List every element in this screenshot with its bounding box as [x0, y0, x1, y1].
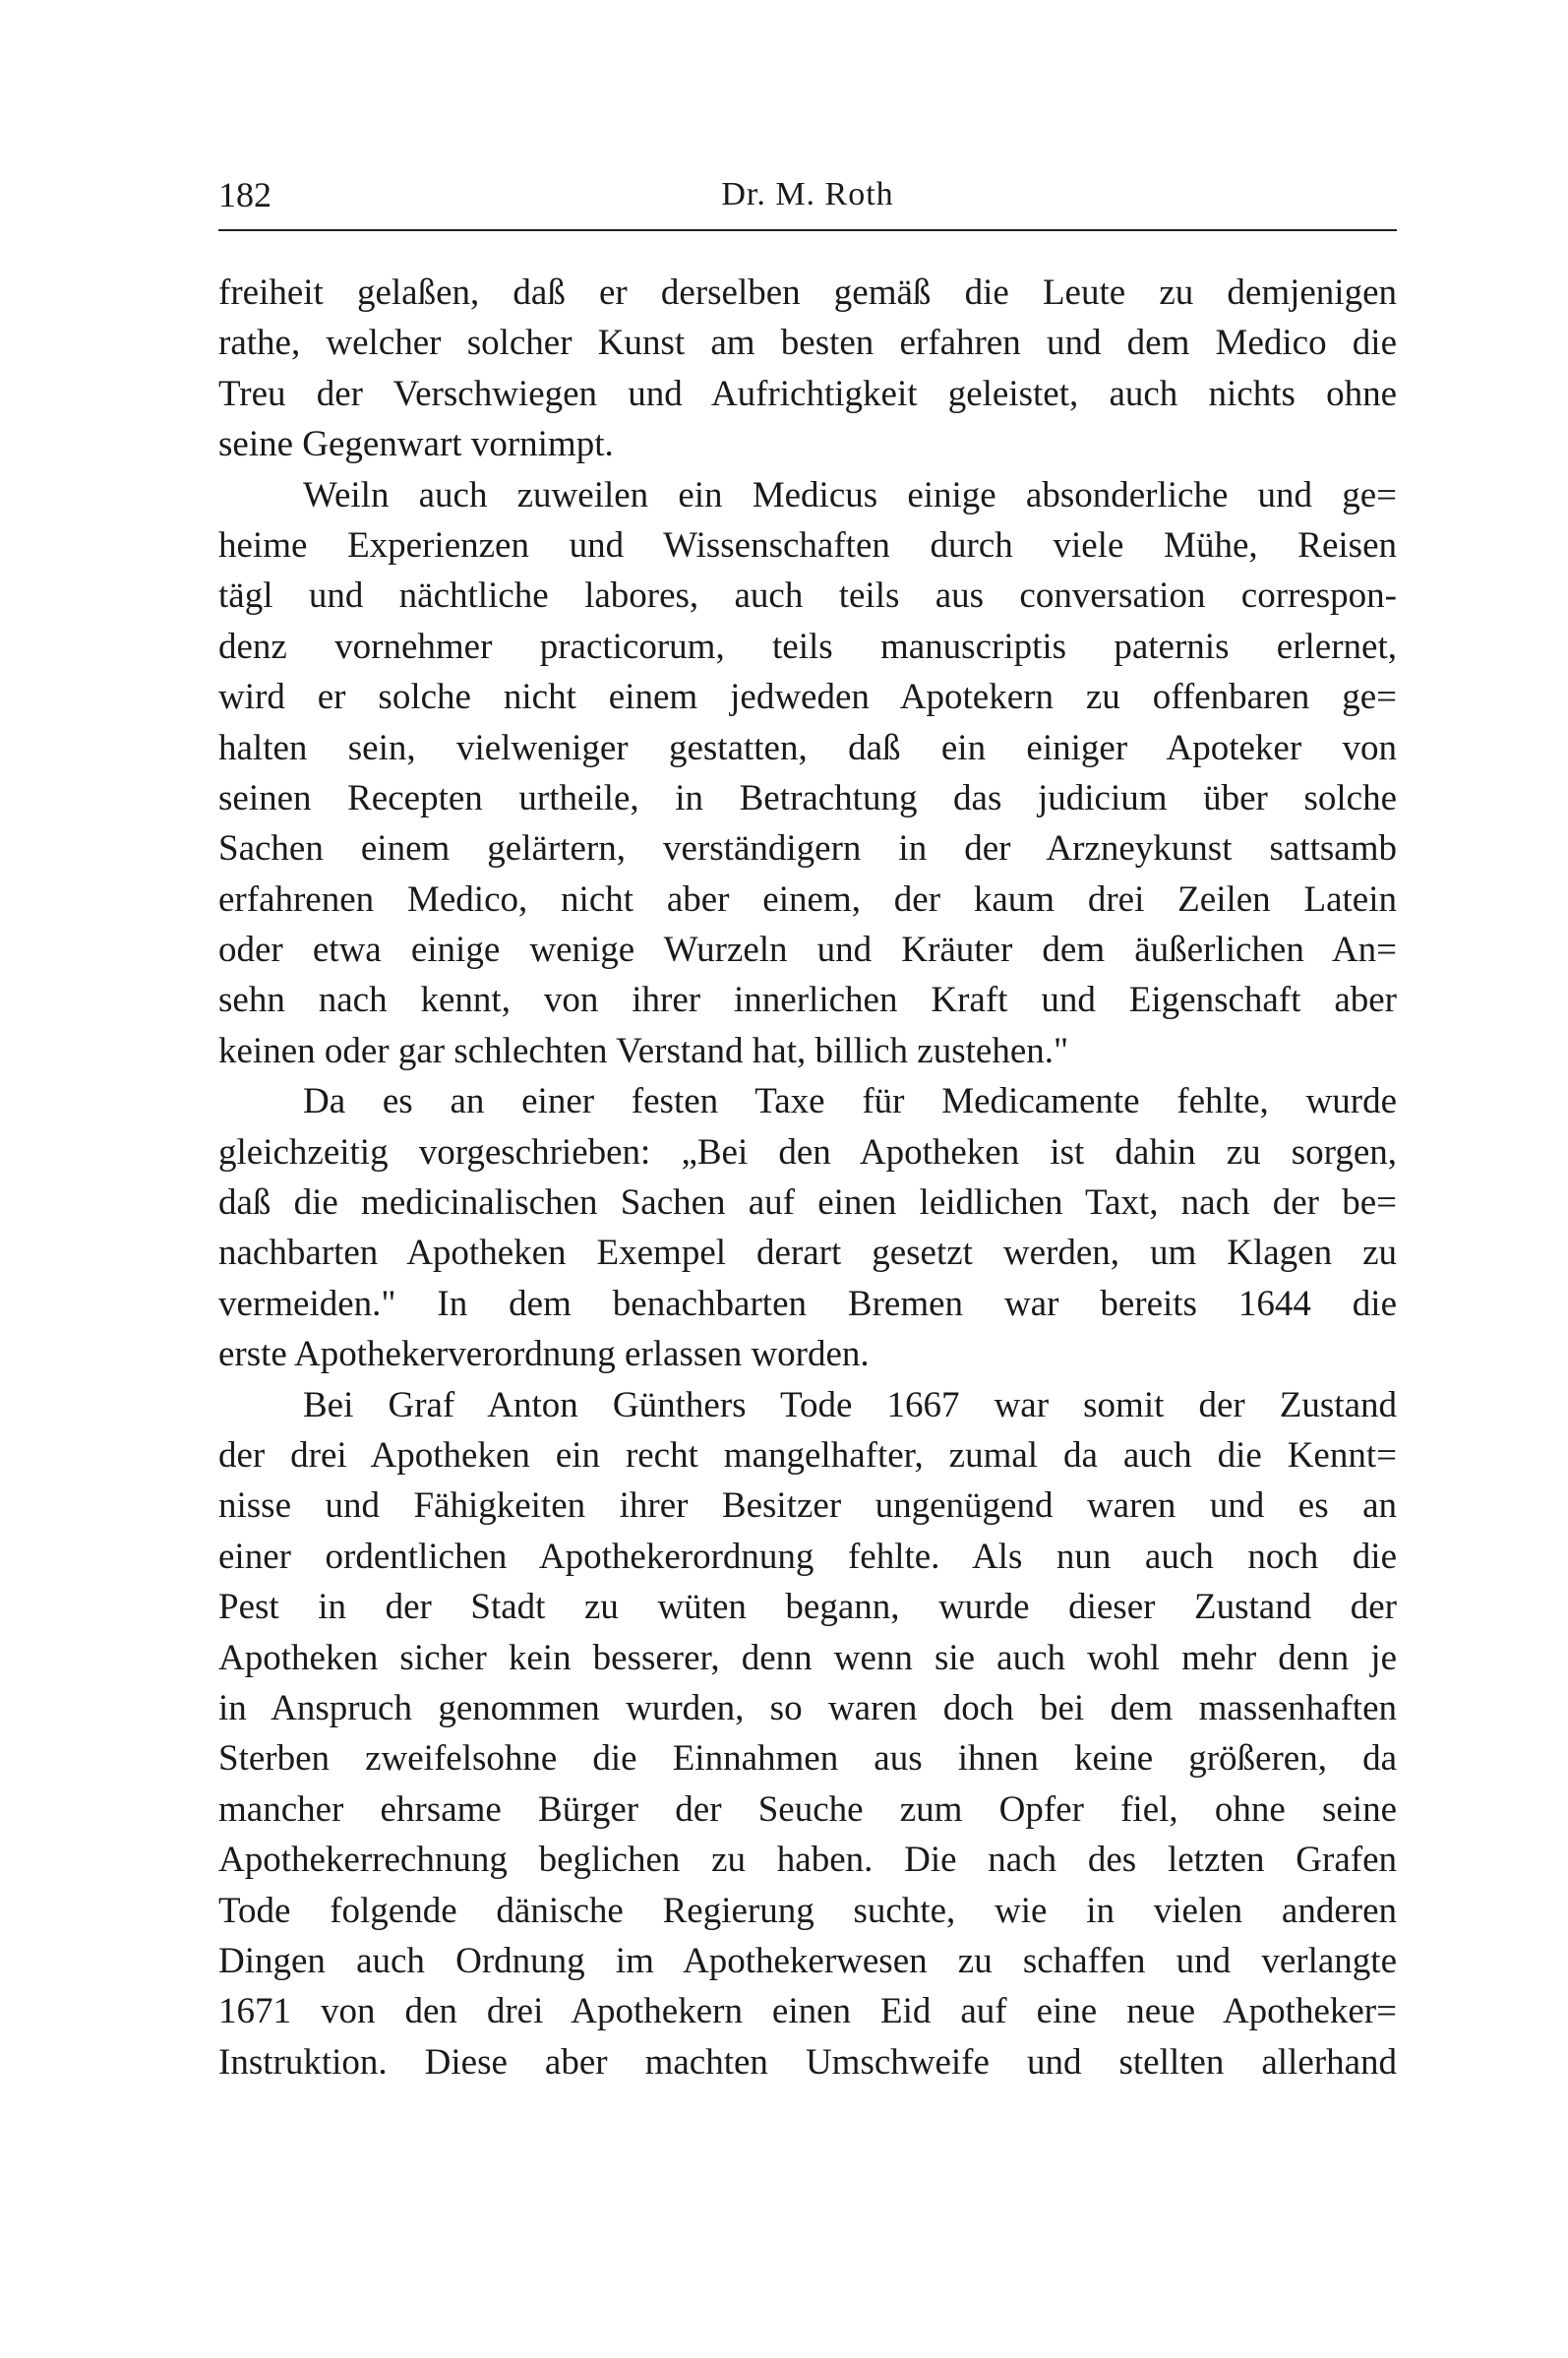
page-number: 182 [218, 175, 271, 214]
text-line: halten sein, vielweniger gestatten, daß ein einiger Apoteker von [218, 727, 1397, 768]
text-line: Weiln auch zuweilen ein Medicus einige absonderliche und ge= [303, 474, 1397, 515]
text-line: 1671 von den drei Apothekern einen Eid auf eine neue Apotheker= [218, 1991, 1397, 2032]
page-header [218, 169, 1397, 220]
text-line: vermeiden." In dem benachbarten Bremen war bereits 1644 die [218, 1283, 1397, 1324]
text-line: tägl und nächtliche labores, auch teils aus conversation correspon- [218, 575, 1397, 617]
text-line: wird er solche nicht einem jedweden Apotekern zu offenbaren ge= [218, 677, 1397, 718]
text-line: Pest in der Stadt zu wüten begann, wurde dieser Zustand der [218, 1587, 1397, 1628]
text-line: heime Experienzen und Wissenschaften durch viele Mühe, Reisen [218, 524, 1397, 566]
text-line: sehn nach kennt, von ihrer innerlichen Kraft und Eigenschaft aber [218, 980, 1397, 1021]
text-line: gleichzeitig vorgeschrieben: „Bei den Apotheken ist dahin zu sorgen, [218, 1131, 1397, 1173]
text-line: erste Apothekerverordnung erlassen worden. [218, 1334, 870, 1375]
text-line: Tode folgende dänische Regierung suchte, wie in vielen anderen [218, 1890, 1397, 1931]
text-line: mancher ehrsame Bürger der Seuche zum Opfer fiel, ohne seine [218, 1788, 1397, 1830]
text-line: Apotheken sicher kein besserer, denn wenn sie auch wohl mehr denn je [218, 1637, 1397, 1678]
text-line: rathe, welcher solcher Kunst am besten erfahren und dem Medico die [218, 323, 1397, 364]
running-head: Dr. M. Roth [721, 176, 894, 212]
text-line: erfahrenen Medico, nicht aber einem, der kaum drei Zeilen Latein [218, 878, 1397, 920]
text-line: einer ordentlichen Apothekerordnung fehlte. Als nun auch noch die [218, 1536, 1397, 1577]
text-line: der drei Apotheken ein recht mangelhafter, zumal da auch die Kennt= [218, 1434, 1397, 1476]
text-line: denz vornehmer practicorum, teils manuscriptis paternis erlernet, [218, 626, 1397, 667]
text-line: Sachen einem gelärtern, verständigern in der Arzneykunst sattsamb [218, 828, 1397, 870]
text-line: oder etwa einige wenige Wurzeln und Kräuter dem äußerlichen An= [218, 930, 1397, 971]
text-line: Treu der Verschwiegen und Aufrichtigkeit geleistet, auch nichts ohne [218, 373, 1397, 414]
header-rule [218, 229, 1397, 231]
text-line: in Anspruch genommen wurden, so waren doch bei dem massenhaften [218, 1687, 1397, 1728]
text-line: freiheit gelaßen, daß er derselben gemäß die Leute zu demjenigen [218, 272, 1397, 313]
text-line: Instruktion. Diese aber machten Umschweife und stellten allerhand [218, 2041, 1397, 2083]
text-line: seinen Recepten urtheile, in Betrachtung das judicium über solche [218, 777, 1397, 818]
text-line: nisse und Fähigkeiten ihrer Besitzer ungenügend waren und es an [218, 1485, 1397, 1527]
text-line: daß die medicinalischen Sachen auf einen leidlichen Taxt, nach der be= [218, 1182, 1397, 1224]
text-line: Dingen auch Ordnung im Apothekerwesen zu schaffen und verlangte [218, 1940, 1397, 1981]
text-line: Sterben zweifelsohne die Einnahmen aus ihnen keine größeren, da [218, 1738, 1397, 1780]
text-line: nachbarten Apotheken Exempel derart gesetzt werden, um Klagen zu [218, 1233, 1397, 1274]
text-line: Da es an einer festen Taxe für Medicamente fehlte, wurde [303, 1081, 1397, 1122]
body-text [218, 268, 1397, 2087]
text-line: Apothekerrechnung beglichen zu haben. Die nach des letzten Grafen [218, 1840, 1397, 1881]
text-line: Bei Graf Anton Günthers Tode 1667 war somit der Zustand [303, 1384, 1397, 1425]
text-line: keinen oder gar schlechten Verstand hat, billich zustehen." [218, 1030, 1069, 1071]
text-line: seine Gegenwart vornimpt. [218, 424, 614, 465]
